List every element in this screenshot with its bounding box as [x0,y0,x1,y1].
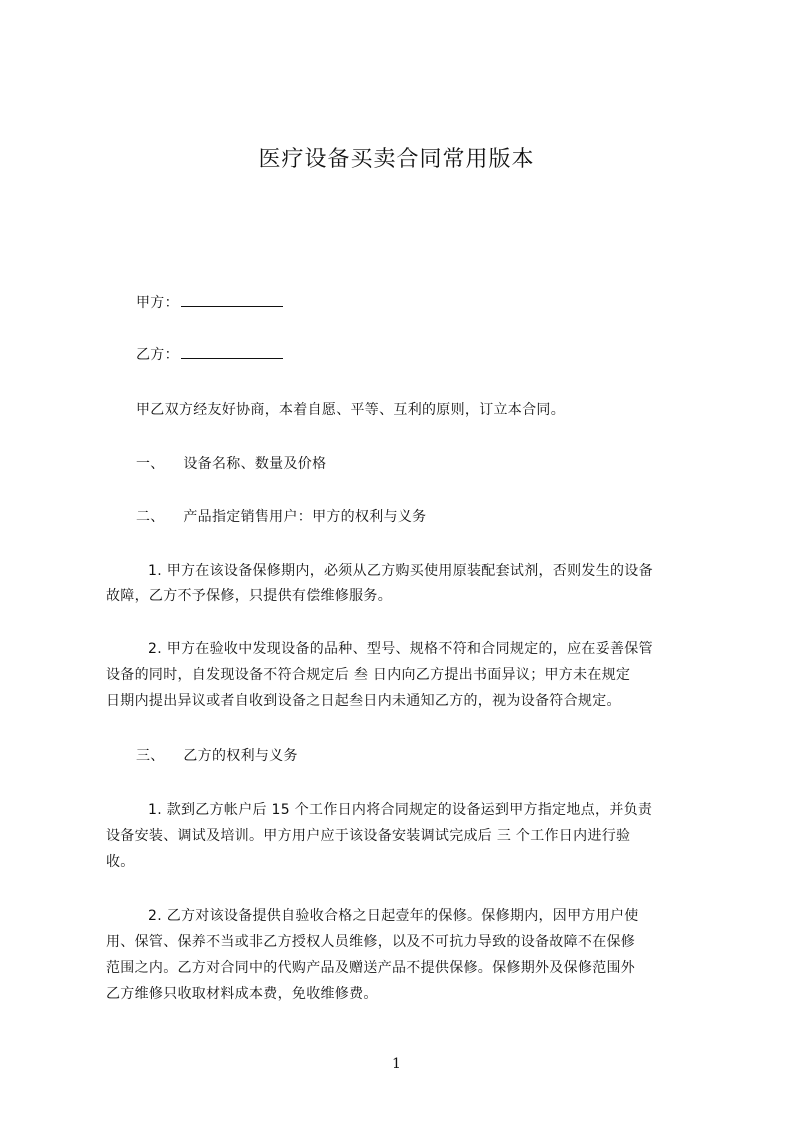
clause-line: 设备的同时，自发现设备不符合规定后 叁 日内向乙方提出书面异议；甲方未在规定 [106,667,631,683]
clause-line: 乙方维修只收取材料成本费，免收维修费。 [106,986,378,1002]
section-1-heading [136,453,326,473]
clause-line: 日期内提出异议或者自收到设备之日起叁日内未通知乙方的，视为设备符合规定。 [106,693,621,709]
document-title: 医疗设备买卖合同常用版本 [258,147,535,172]
party-b-blank [181,346,283,359]
intro-paragraph: 甲乙双方经友好协商，本着自愿、平等、互利的原则，订立本合同。 [136,402,565,418]
section-3-heading [136,745,298,765]
section-1-title: 设备名称、数量及价格 [183,456,327,472]
section-2-title: 产品指定销售用户：甲方的权利与义务 [183,509,427,525]
party-a-line [136,292,283,312]
section-1-number: 一、 [136,456,165,472]
party-a-label: 甲方： [136,295,179,311]
clause-line: 设备安装、调试及培训。甲方用户应于该设备安装调试完成后 三 个工作日内进行验 [106,828,631,844]
party-b-line [136,344,283,364]
clause-line: 1. 甲方在该设备保修期内，必须从乙方购买使用原装配套试剂，否则发生的设备 [148,563,653,579]
section-2-heading [136,506,426,526]
clause-line: 范围之内。乙方对合同中的代购产品及赠送产品不提供保修。保修期外及保修范围外 [106,960,636,976]
clause-line: 故障，乙方不予保修，只提供有偿维修服务。 [106,588,392,604]
clause-line: 2. 甲方在验收中发现设备的品种、型号、规格不符和合同规定的，应在妥善保管 [148,641,653,657]
clause-line: 收。 [106,854,135,870]
section-2-number: 二、 [136,509,165,525]
party-b-label: 乙方： [136,347,179,363]
party-a-blank [181,294,283,307]
page-number: 1 [392,1056,401,1072]
section-3-number: 三、 [136,748,165,764]
clause-line: 1. 款到乙方帐户后 15 个工作日内将合同规定的设备运到甲方指定地点，并负责 [148,802,653,818]
section-3-title: 乙方的权利与义务 [183,748,298,764]
clause-line: 用、保管、保养不当或非乙方授权人员维修，以及不可抗力导致的设备故障不在保修 [106,934,636,950]
clause-line: 2. 乙方对该设备提供自验收合格之日起壹年的保修。保修期内，因甲方用户使 [148,908,639,924]
